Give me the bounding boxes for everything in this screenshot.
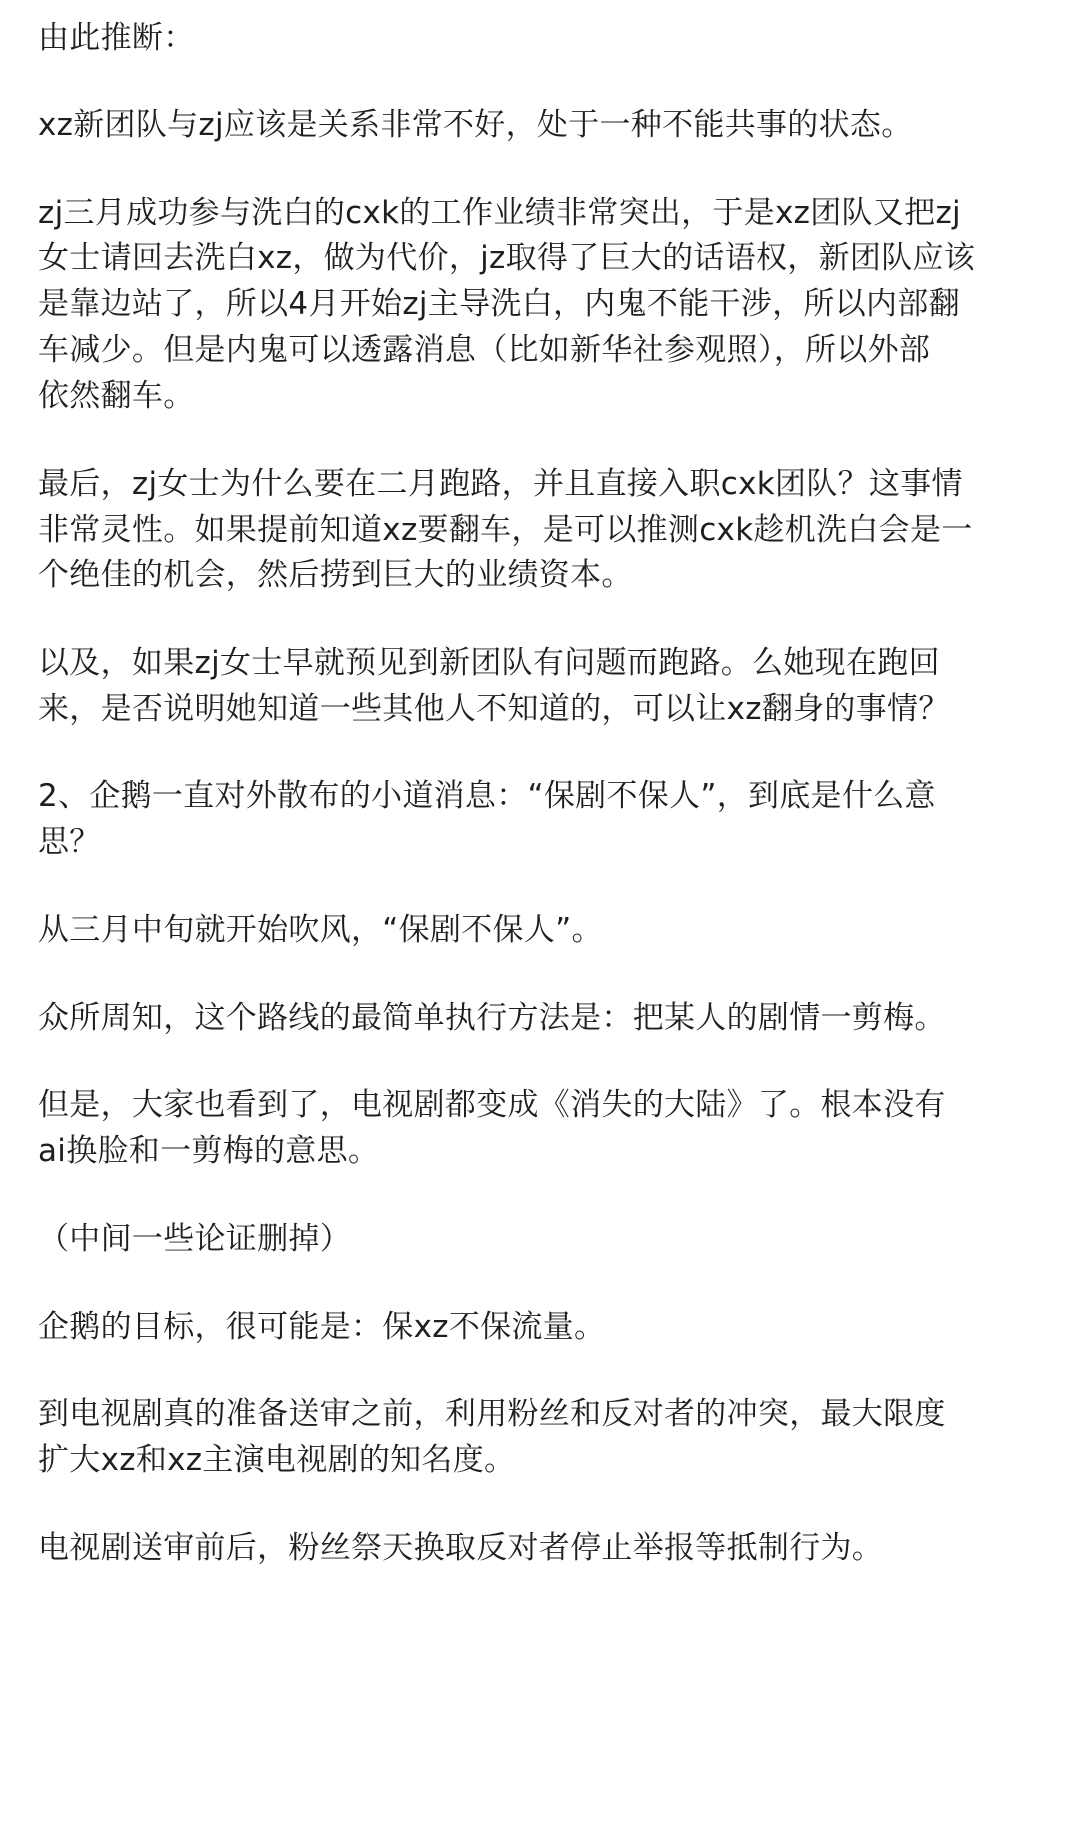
text-line: 是靠边站了，所以4月开始zj主导洗白，内鬼不能干涉，所以内部翻 — [38, 286, 960, 322]
text-line: 车减少。但是内鬼可以透露消息（比如新华社参观照），所以外部 — [38, 332, 931, 368]
text-line: 最后，zj女士为什么要在二月跑路，并且直接入职cxk团队？这事情 — [38, 466, 963, 502]
text-line: 众所周知，这个路线的最简单执行方法是：把某人的剧情一剪梅。 — [38, 1000, 946, 1036]
text-line: 思？ — [38, 824, 101, 860]
text-line: 女士请回去洗白xz，做为代价，jz取得了巨大的话语权，新团队应该 — [38, 240, 976, 276]
text-line: 非常灵性。如果提前知道xz要翻车，是可以推测cxk趁机洗白会是一 — [38, 512, 973, 548]
text-line: 以及，如果zj女士早就预见到新团队有问题而跑路。么她现在跑回 — [38, 645, 940, 681]
text-line: 2、企鹅一直对外散布的小道消息：“保剧不保人”，到底是什么意 — [38, 778, 936, 814]
text-line: 从三月中旬就开始吹风，“保剧不保人”。 — [38, 912, 603, 948]
text-line: （中间一些论证删掉） — [38, 1221, 351, 1257]
text-line: 扩大xz和xz主演电视剧的知名度。 — [38, 1442, 516, 1478]
text-line: 依然翻车。 — [38, 378, 195, 414]
text-line: xz新团队与zj应该是关系非常不好，处于一种不能共事的状态。 — [38, 107, 913, 143]
text-line: ai换脸和一剪梅的意思。 — [38, 1133, 380, 1169]
text-line: 来，是否说明她知道一些其他人不知道的，可以让xz翻身的事情？ — [38, 691, 950, 727]
text-line: 企鹅的目标，很可能是：保xz不保流量。 — [38, 1309, 606, 1345]
text-line: 但是，大家也看到了，电视剧都变成《消失的大陆》了。根本没有 — [38, 1087, 946, 1123]
text-line: zj三月成功参与洗白的cxk的工作业绩非常突出，于是xz团队又把zj — [38, 195, 961, 231]
text-line: 到电视剧真的准备送审之前，利用粉丝和反对者的冲突，最大限度 — [38, 1396, 946, 1432]
text-line: 个绝佳的机会，然后捞到巨大的业绩资本。 — [38, 557, 633, 593]
text-line: 由此推断： — [38, 20, 195, 56]
text-line: 电视剧送审前后，粉丝祭天换取反对者停止举报等抵制行为。 — [38, 1530, 884, 1566]
